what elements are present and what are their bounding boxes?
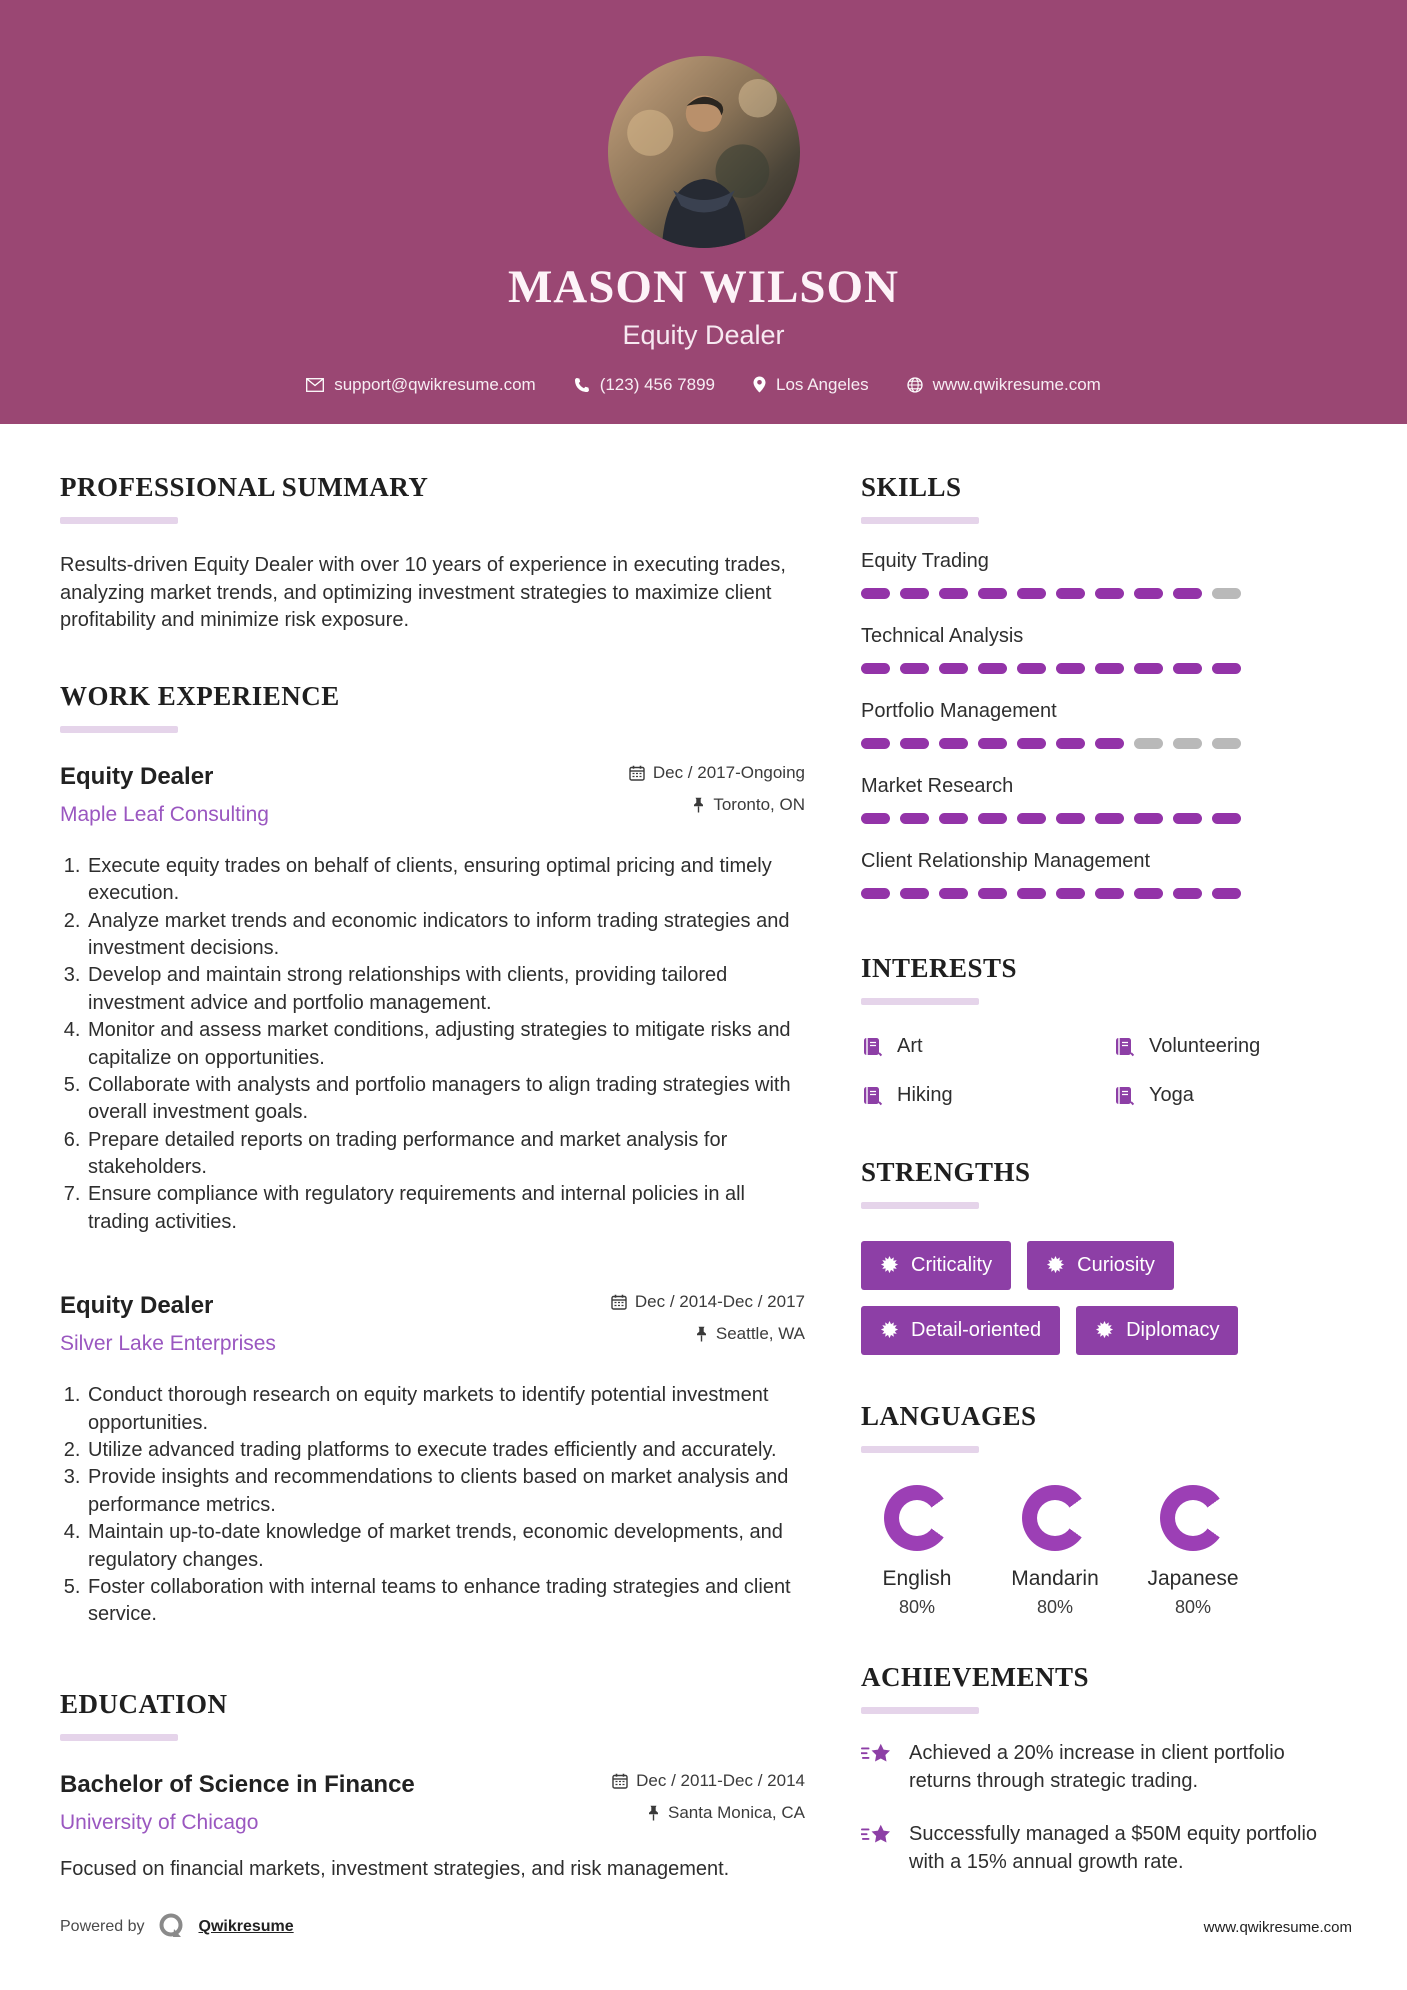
language-item [999, 1485, 1111, 1618]
job-meta [629, 763, 805, 827]
contact-location-text: Los Angeles [776, 374, 869, 394]
person-name: MASON WILSON [507, 261, 900, 313]
skill-dash-segment [1173, 813, 1202, 824]
profile-photo [608, 56, 800, 248]
heading-underline [861, 517, 979, 524]
skill-dash-segment [939, 588, 968, 599]
education-description: Focused on financial markets, investment strategies, and risk management. [60, 1857, 730, 1880]
education-dates: Dec / 2011-Dec / 2014 [636, 1770, 805, 1790]
skill-dash-segment [978, 738, 1007, 749]
job-bullet: 4. Monitor and assess market conditions, adjusting strategies to mitigate risks and capitalize on opportunities. [86, 1017, 805, 1072]
skill-name: Technical Analysis [861, 625, 1024, 647]
skill-dash-segment [1134, 813, 1163, 824]
job-bullet: 1. Execute equity trades on behalf of clients, ensuring optimal pricing and timely execution. [86, 853, 805, 908]
strengths-section [861, 1157, 1347, 1355]
book-icon [861, 1085, 883, 1107]
shooting-star-icon [861, 1742, 893, 1770]
skill-row [861, 625, 1347, 674]
job-bullet: 3. Provide insights and recommendations to clients based on market analysis and performance metrics. [86, 1464, 805, 1519]
skill-progress-bar [861, 588, 1243, 599]
phone-icon [574, 377, 590, 393]
job-title: Equity Dealer [60, 1292, 214, 1320]
education-meta [612, 1771, 805, 1835]
skill-dash-segment [1017, 738, 1046, 749]
skill-dash-segment [900, 813, 929, 824]
strengths-heading: STRENGTHS [861, 1157, 1031, 1187]
job-bullet: 6. Prepare detailed reports on trading performance and market analysis for stakeholders. [86, 1127, 805, 1182]
language-percent: 80% [1174, 1597, 1212, 1617]
job-header [60, 763, 805, 827]
skill-dash-segment [1212, 888, 1241, 899]
strength-label: Curiosity [1077, 1254, 1155, 1276]
interest-item [1113, 1035, 1347, 1058]
contact-location [753, 375, 869, 395]
skill-dash-segment [1056, 663, 1085, 674]
skill-progress-bar [861, 738, 1243, 749]
strength-label: Diplomacy [1126, 1319, 1220, 1341]
skill-dash-segment [1212, 588, 1241, 599]
book-icon [1113, 1036, 1135, 1058]
strength-chip [1027, 1241, 1174, 1290]
right-column [861, 472, 1347, 1929]
work-heading: WORK EXPERIENCE [60, 680, 340, 711]
skill-dash-segment [978, 813, 1007, 824]
education-entry [60, 1771, 805, 1883]
skill-dash-segment [1017, 813, 1046, 824]
skill-dash-segment [861, 888, 890, 899]
profile-photo-image [608, 56, 800, 248]
skill-dash-segment [900, 663, 929, 674]
body-columns [0, 424, 1407, 1929]
job-header [60, 1292, 805, 1356]
skill-dash-segment [1017, 588, 1046, 599]
interests-section [861, 953, 1347, 1107]
skill-name: Equity Trading [861, 550, 989, 572]
interest-label: Hiking [897, 1084, 953, 1106]
burst-icon [880, 1256, 899, 1275]
achievements-section [861, 1662, 1347, 1876]
achievement-text: Successfully managed a $50M equity portfolio with a 15% annual growth rate. [909, 1823, 1318, 1873]
summary-text: Results-driven Equity Dealer with over 10 years of experience in executing trades, analyzing market trends, and optimizing investment strategies to maximize client profitability and minimize risk exposure. [60, 554, 786, 632]
skill-dash-segment [1056, 738, 1085, 749]
job-entry [60, 1292, 805, 1629]
skill-dash-segment [900, 888, 929, 899]
interest-label: Volunteering [1149, 1035, 1261, 1057]
skill-dash-segment [1095, 588, 1124, 599]
skill-dash-segment [1212, 813, 1241, 824]
skill-progress-bar [861, 663, 1243, 674]
skill-dash-segment [939, 813, 968, 824]
skill-row [861, 550, 1347, 599]
contact-email-text: support@qwikresume.com [334, 374, 536, 394]
language-percent: 80% [898, 1597, 936, 1617]
contact-website-text: www.qwikresume.com [932, 374, 1101, 394]
education-section [60, 1689, 805, 1883]
skill-dash-segment [1173, 588, 1202, 599]
powered-by-text: Powered by [60, 1918, 145, 1935]
skill-dash-segment [978, 888, 1007, 899]
job-bullet: 2. Analyze market trends and economic indicators to inform trading strategies and investment decisions. [86, 908, 805, 963]
strength-label: Detail-oriented [911, 1319, 1042, 1341]
language-name: Mandarin [1011, 1567, 1099, 1590]
footer-branding [60, 1912, 294, 1942]
interests-grid [861, 1035, 1347, 1107]
skill-dash-segment [861, 663, 890, 674]
degree-title: Bachelor of Science in Finance [60, 1770, 415, 1798]
job-meta [611, 1292, 805, 1356]
skill-dash-segment [939, 888, 968, 899]
school-name: University of Chicago [60, 1810, 259, 1834]
skill-dash-segment [1134, 888, 1163, 899]
skills-section [861, 472, 1347, 899]
job-bullet-list [60, 1382, 805, 1629]
job-location: Seattle, WA [715, 1324, 805, 1344]
skill-dash-segment [861, 738, 890, 749]
skill-dash-segment [939, 663, 968, 674]
strengths-chips [861, 1241, 1281, 1355]
language-donut-chart [1022, 1485, 1088, 1551]
left-column [60, 472, 805, 1929]
skill-dash-segment [900, 588, 929, 599]
heading-underline [60, 517, 178, 524]
job-bullet: 4. Maintain up-to-date knowledge of market trends, economic developments, and regulatory changes. [86, 1519, 805, 1574]
job-company: Silver Lake Enterprises [60, 1332, 276, 1356]
heading-underline [861, 1202, 979, 1209]
skill-dash-segment [1095, 738, 1124, 749]
skill-progress-bar [861, 813, 1243, 824]
heading-underline [861, 1707, 979, 1714]
burst-icon [1095, 1321, 1114, 1340]
contact-phone [574, 375, 715, 395]
language-donut-chart [1160, 1485, 1226, 1551]
book-icon [1113, 1085, 1135, 1107]
skill-name: Portfolio Management [861, 700, 1057, 722]
interest-label: Art [897, 1035, 923, 1057]
languages-heading: LANGUAGES [861, 1401, 1037, 1431]
skill-dash-segment [978, 663, 1007, 674]
interest-label: Yoga [1149, 1084, 1194, 1106]
language-name: English [882, 1567, 952, 1590]
skill-dash-segment [978, 588, 1007, 599]
interests-heading: INTERESTS [861, 953, 1018, 983]
skill-dash-segment [1056, 888, 1085, 899]
job-location: Toronto, ON [713, 794, 805, 814]
interest-item [861, 1084, 1113, 1107]
heading-underline [861, 1446, 979, 1453]
burst-icon [1046, 1256, 1065, 1275]
contact-phone-text: (123) 456 7899 [599, 374, 716, 394]
language-item [861, 1485, 973, 1618]
education-header [60, 1771, 805, 1835]
job-bullet: 5. Foster collaboration with internal teams to enhance trading strategies and client service. [86, 1574, 805, 1629]
heading-underline [60, 1734, 178, 1741]
job-bullet: 2. Utilize advanced trading platforms to execute trades efficiently and accurately. [86, 1437, 805, 1464]
skill-dash-segment [1212, 663, 1241, 674]
contact-row [0, 375, 1407, 395]
job-bullet: 7. Ensure compliance with regulatory requirements and internal policies in all trading activities. [86, 1181, 805, 1236]
job-title: Equity Dealer [60, 762, 214, 790]
contact-website[interactable] [907, 375, 1101, 395]
skill-dash-segment [1017, 663, 1046, 674]
achievement-item [861, 1740, 1347, 1795]
job-bullet: 5. Collaborate with analysts and portfolio managers to align trading strategies with overall investment goals. [86, 1072, 805, 1127]
skill-row [861, 700, 1347, 749]
book-icon [861, 1036, 883, 1058]
skill-dash-segment [861, 588, 890, 599]
achievement-item [861, 1821, 1347, 1876]
skill-dash-segment [939, 738, 968, 749]
achievements-heading: ACHIEVEMENTS [861, 1662, 1090, 1692]
strength-chip [861, 1306, 1060, 1355]
interest-item [1113, 1084, 1347, 1107]
language-donut-chart [884, 1485, 950, 1551]
skill-dash-segment [861, 813, 890, 824]
heading-underline [861, 998, 979, 1005]
strength-chip [1076, 1306, 1238, 1355]
skill-dash-segment [1173, 888, 1202, 899]
skill-row [861, 850, 1347, 899]
footer [60, 1912, 1352, 1942]
skill-dash-segment [1056, 813, 1085, 824]
contact-email[interactable] [306, 375, 536, 395]
burst-icon [880, 1321, 899, 1340]
qwikresume-link[interactable]: Qwikresume [198, 1918, 294, 1935]
job-dates: Dec / 2014-Dec / 2017 [634, 1292, 805, 1312]
calendar-icon [611, 1294, 627, 1310]
globe-icon [907, 377, 923, 393]
skill-dash-segment [1056, 588, 1085, 599]
job-company: Maple Leaf Consulting [60, 802, 269, 826]
skill-dash-segment [1134, 588, 1163, 599]
job-bullet-list [60, 853, 805, 1236]
qwikresume-logo-icon [157, 1912, 187, 1942]
skill-dash-segment [1134, 738, 1163, 749]
skills-heading: SKILLS [861, 472, 962, 502]
languages-section [861, 1401, 1347, 1618]
education-location: Santa Monica, CA [667, 1802, 805, 1822]
language-percent: 80% [1036, 1597, 1074, 1617]
job-dates: Dec / 2017-Ongoing [652, 762, 805, 782]
achievement-text: Achieved a 20% increase in client portfolio returns through strategic trading. [909, 1742, 1285, 1792]
footer-website[interactable]: www.qwikresume.com [1203, 1918, 1352, 1936]
skill-dash-segment [1212, 738, 1241, 749]
calendar-icon [612, 1773, 628, 1789]
skill-name: Client Relationship Management [861, 850, 1151, 872]
skill-dash-segment [1095, 813, 1124, 824]
skill-name: Market Research [861, 775, 1014, 797]
skill-progress-bar [861, 888, 1243, 899]
work-section [60, 681, 805, 1629]
envelope-icon [306, 378, 324, 392]
job-bullet: 1. Conduct thorough research on equity markets to identify potential investment opportunities. [86, 1382, 805, 1437]
location-pin-icon [753, 376, 766, 393]
pushpin-icon [647, 1805, 660, 1821]
job-entry [60, 763, 805, 1236]
interest-item [861, 1035, 1113, 1058]
skill-dash-segment [1173, 738, 1202, 749]
strength-label: Criticality [911, 1254, 993, 1276]
summary-heading: PROFESSIONAL SUMMARY [60, 472, 429, 502]
calendar-icon [629, 765, 645, 781]
pushpin-icon [692, 797, 705, 813]
skill-dash-segment [1095, 663, 1124, 674]
heading-underline [60, 726, 178, 733]
skill-row [861, 775, 1347, 824]
skill-dash-segment [1095, 888, 1124, 899]
skill-dash-segment [1173, 663, 1202, 674]
languages-row [861, 1485, 1347, 1618]
job-bullet: 3. Develop and maintain strong relationships with clients, providing tailored investment advice and portfolio management. [86, 962, 805, 1017]
skill-dash-segment [1017, 888, 1046, 899]
skill-dash-segment [1134, 663, 1163, 674]
person-job-title: Equity Dealer [622, 319, 785, 350]
language-name: Japanese [1147, 1567, 1239, 1590]
skill-dash-segment [900, 738, 929, 749]
shooting-star-icon [861, 1823, 893, 1851]
education-heading: EDUCATION [60, 1688, 228, 1719]
header-banner [0, 0, 1407, 424]
strength-chip [861, 1241, 1011, 1290]
pushpin-icon [695, 1326, 708, 1342]
language-item [1137, 1485, 1249, 1618]
summary-section [60, 472, 805, 635]
